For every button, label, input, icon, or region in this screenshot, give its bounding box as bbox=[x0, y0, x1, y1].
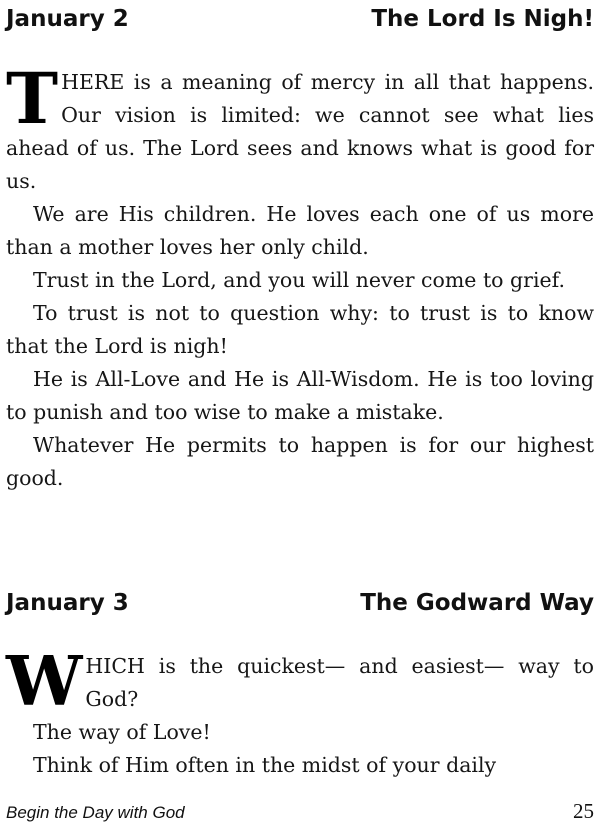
paragraph: Whatever He permits to happen is for our highest good. bbox=[6, 433, 594, 490]
first-paragraph-text: HERE is a meaning of mercy in all that happens. Our vision is limited: we cannot see what lies ahead of us. The Lord sees and knows what is good for us. bbox=[6, 70, 594, 193]
paragraph: Think of Him often in the midst of your daily bbox=[33, 753, 497, 777]
first-paragraph-text: HICH is the quickest— and easiest— way to God? bbox=[85, 654, 594, 711]
entry-date: January 3 bbox=[6, 590, 129, 616]
entry-header bbox=[6, 588, 594, 618]
first-paragraph bbox=[6, 642, 594, 722]
page-footer bbox=[6, 799, 594, 827]
entry-title: The Lord Is Nigh! bbox=[371, 6, 594, 32]
book-title: Begin the Day with God bbox=[6, 803, 185, 822]
paragraph: He is All-Love and He is All-Wisdom. He is too loving to punish and too wise to make a mistake. bbox=[6, 367, 594, 424]
paragraph: We are His children. He loves each one of us more than a mother loves her only child. bbox=[6, 202, 594, 259]
drop-cap: T bbox=[6, 57, 59, 140]
entry-body bbox=[6, 57, 594, 495]
entry-date: January 2 bbox=[6, 6, 129, 32]
entry-body bbox=[6, 642, 594, 782]
entry-header bbox=[6, 4, 594, 34]
first-paragraph bbox=[6, 57, 594, 198]
page-number: 25 bbox=[573, 799, 594, 823]
paragraph: Trust in the Lord, and you will never come to grief. bbox=[33, 268, 566, 292]
drop-cap: W bbox=[6, 642, 83, 722]
paragraph: To trust is not to question why: to trust is to know that the Lord is nigh! bbox=[6, 301, 594, 358]
paragraph: The way of Love! bbox=[33, 720, 211, 744]
entry-title: The Godward Way bbox=[360, 590, 594, 616]
